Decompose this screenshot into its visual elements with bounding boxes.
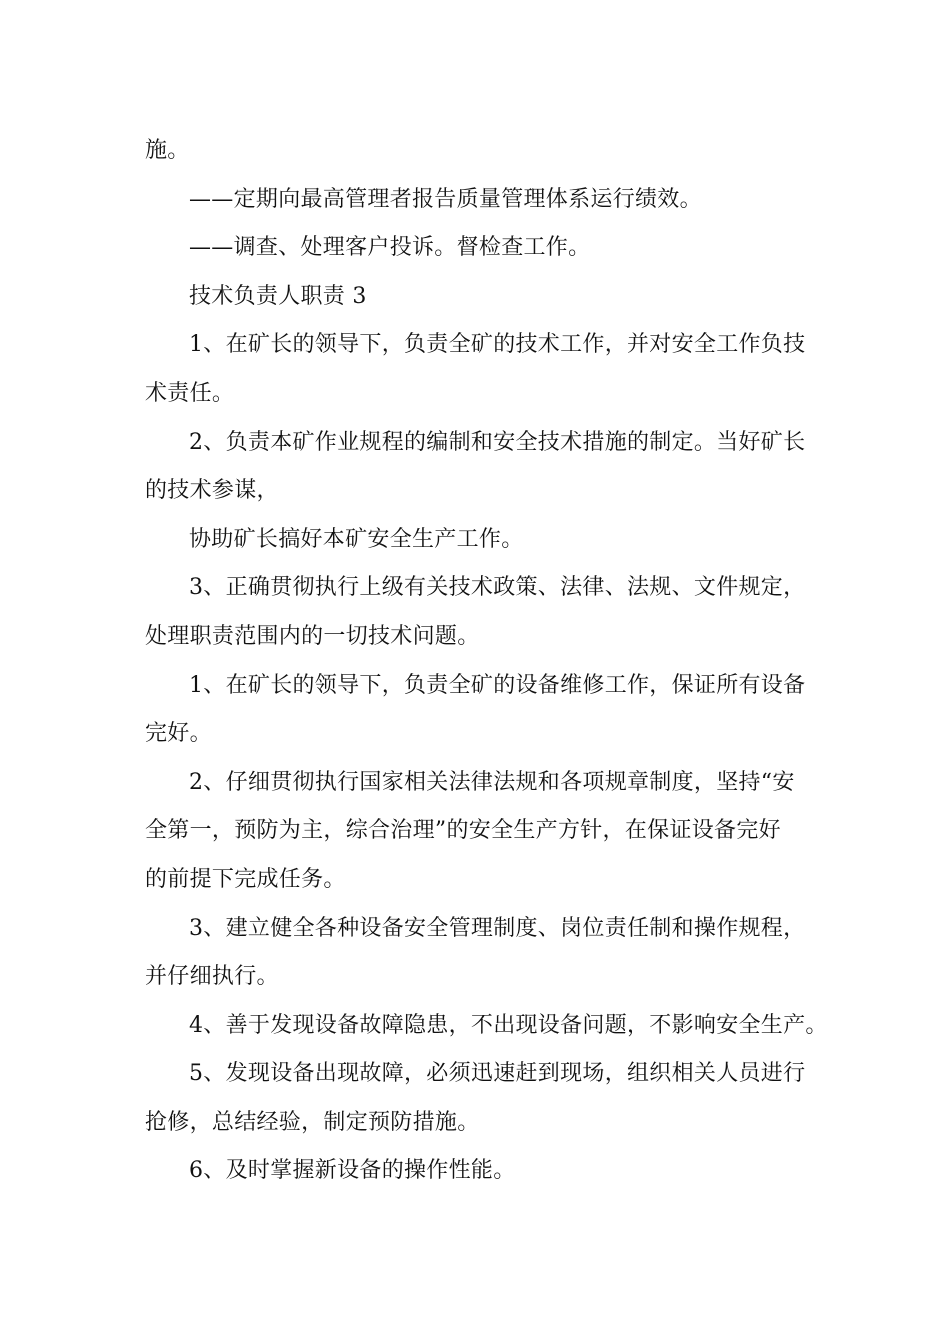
text-line: 的技术参谋， bbox=[145, 478, 279, 504]
text-line: 3、建立健全各种设备安全管理制度、岗位责任制和操作规程， bbox=[189, 915, 806, 941]
text-line: 6、及时掌握新设备的操作性能。 bbox=[189, 1158, 516, 1184]
text-line: 2、负责本矿作业规程的编制和安全技术措施的制定。当好矿长 bbox=[189, 429, 806, 455]
text-line: 抢修，总结经验，制定预防措施。 bbox=[145, 1109, 480, 1135]
text-line: 1、在矿长的领导下，负责全矿的设备维修工作，保证所有设备 bbox=[189, 672, 806, 698]
text-line: 4、善于发现设备故障隐患，不出现设备问题，不影响安全生产。 bbox=[189, 1012, 828, 1038]
text-line: 2、仔细贯彻执行国家相关法律法规和各项规章制度，坚持“安 bbox=[189, 769, 795, 795]
text-line: 1、在矿长的领导下，负责全矿的技术工作，并对安全工作负技 bbox=[189, 332, 806, 358]
section-heading: 技术负责人职责 3 bbox=[189, 283, 367, 309]
text-line: ——定期向最高管理者报告质量管理体系运行绩效。 bbox=[189, 186, 702, 212]
text-line: 5、发现设备出现故障，必须迅速赶到现场，组织相关人员进行 bbox=[189, 1061, 806, 1087]
text-line: 3、正确贯彻执行上级有关技术政策、法律、法规、文件规定， bbox=[189, 575, 806, 601]
text-line: 全第一，预防为主，综合治理”的安全生产方针，在保证设备完好 bbox=[145, 818, 781, 844]
text-line: ——调查、处理客户投诉。督检查工作。 bbox=[189, 235, 591, 261]
text-line: 并仔细执行。 bbox=[145, 964, 279, 990]
text-line: 术责任。 bbox=[145, 380, 235, 406]
text-line: 协助矿长搞好本矿安全生产工作。 bbox=[189, 526, 524, 552]
text-line: 完好。 bbox=[145, 721, 212, 747]
text-line: 施。 bbox=[145, 138, 190, 163]
text-line: 处理职责范围内的一切技术问题。 bbox=[145, 623, 480, 649]
text-line: 的前提下完成任务。 bbox=[145, 866, 346, 892]
document-body bbox=[145, 127, 828, 1196]
